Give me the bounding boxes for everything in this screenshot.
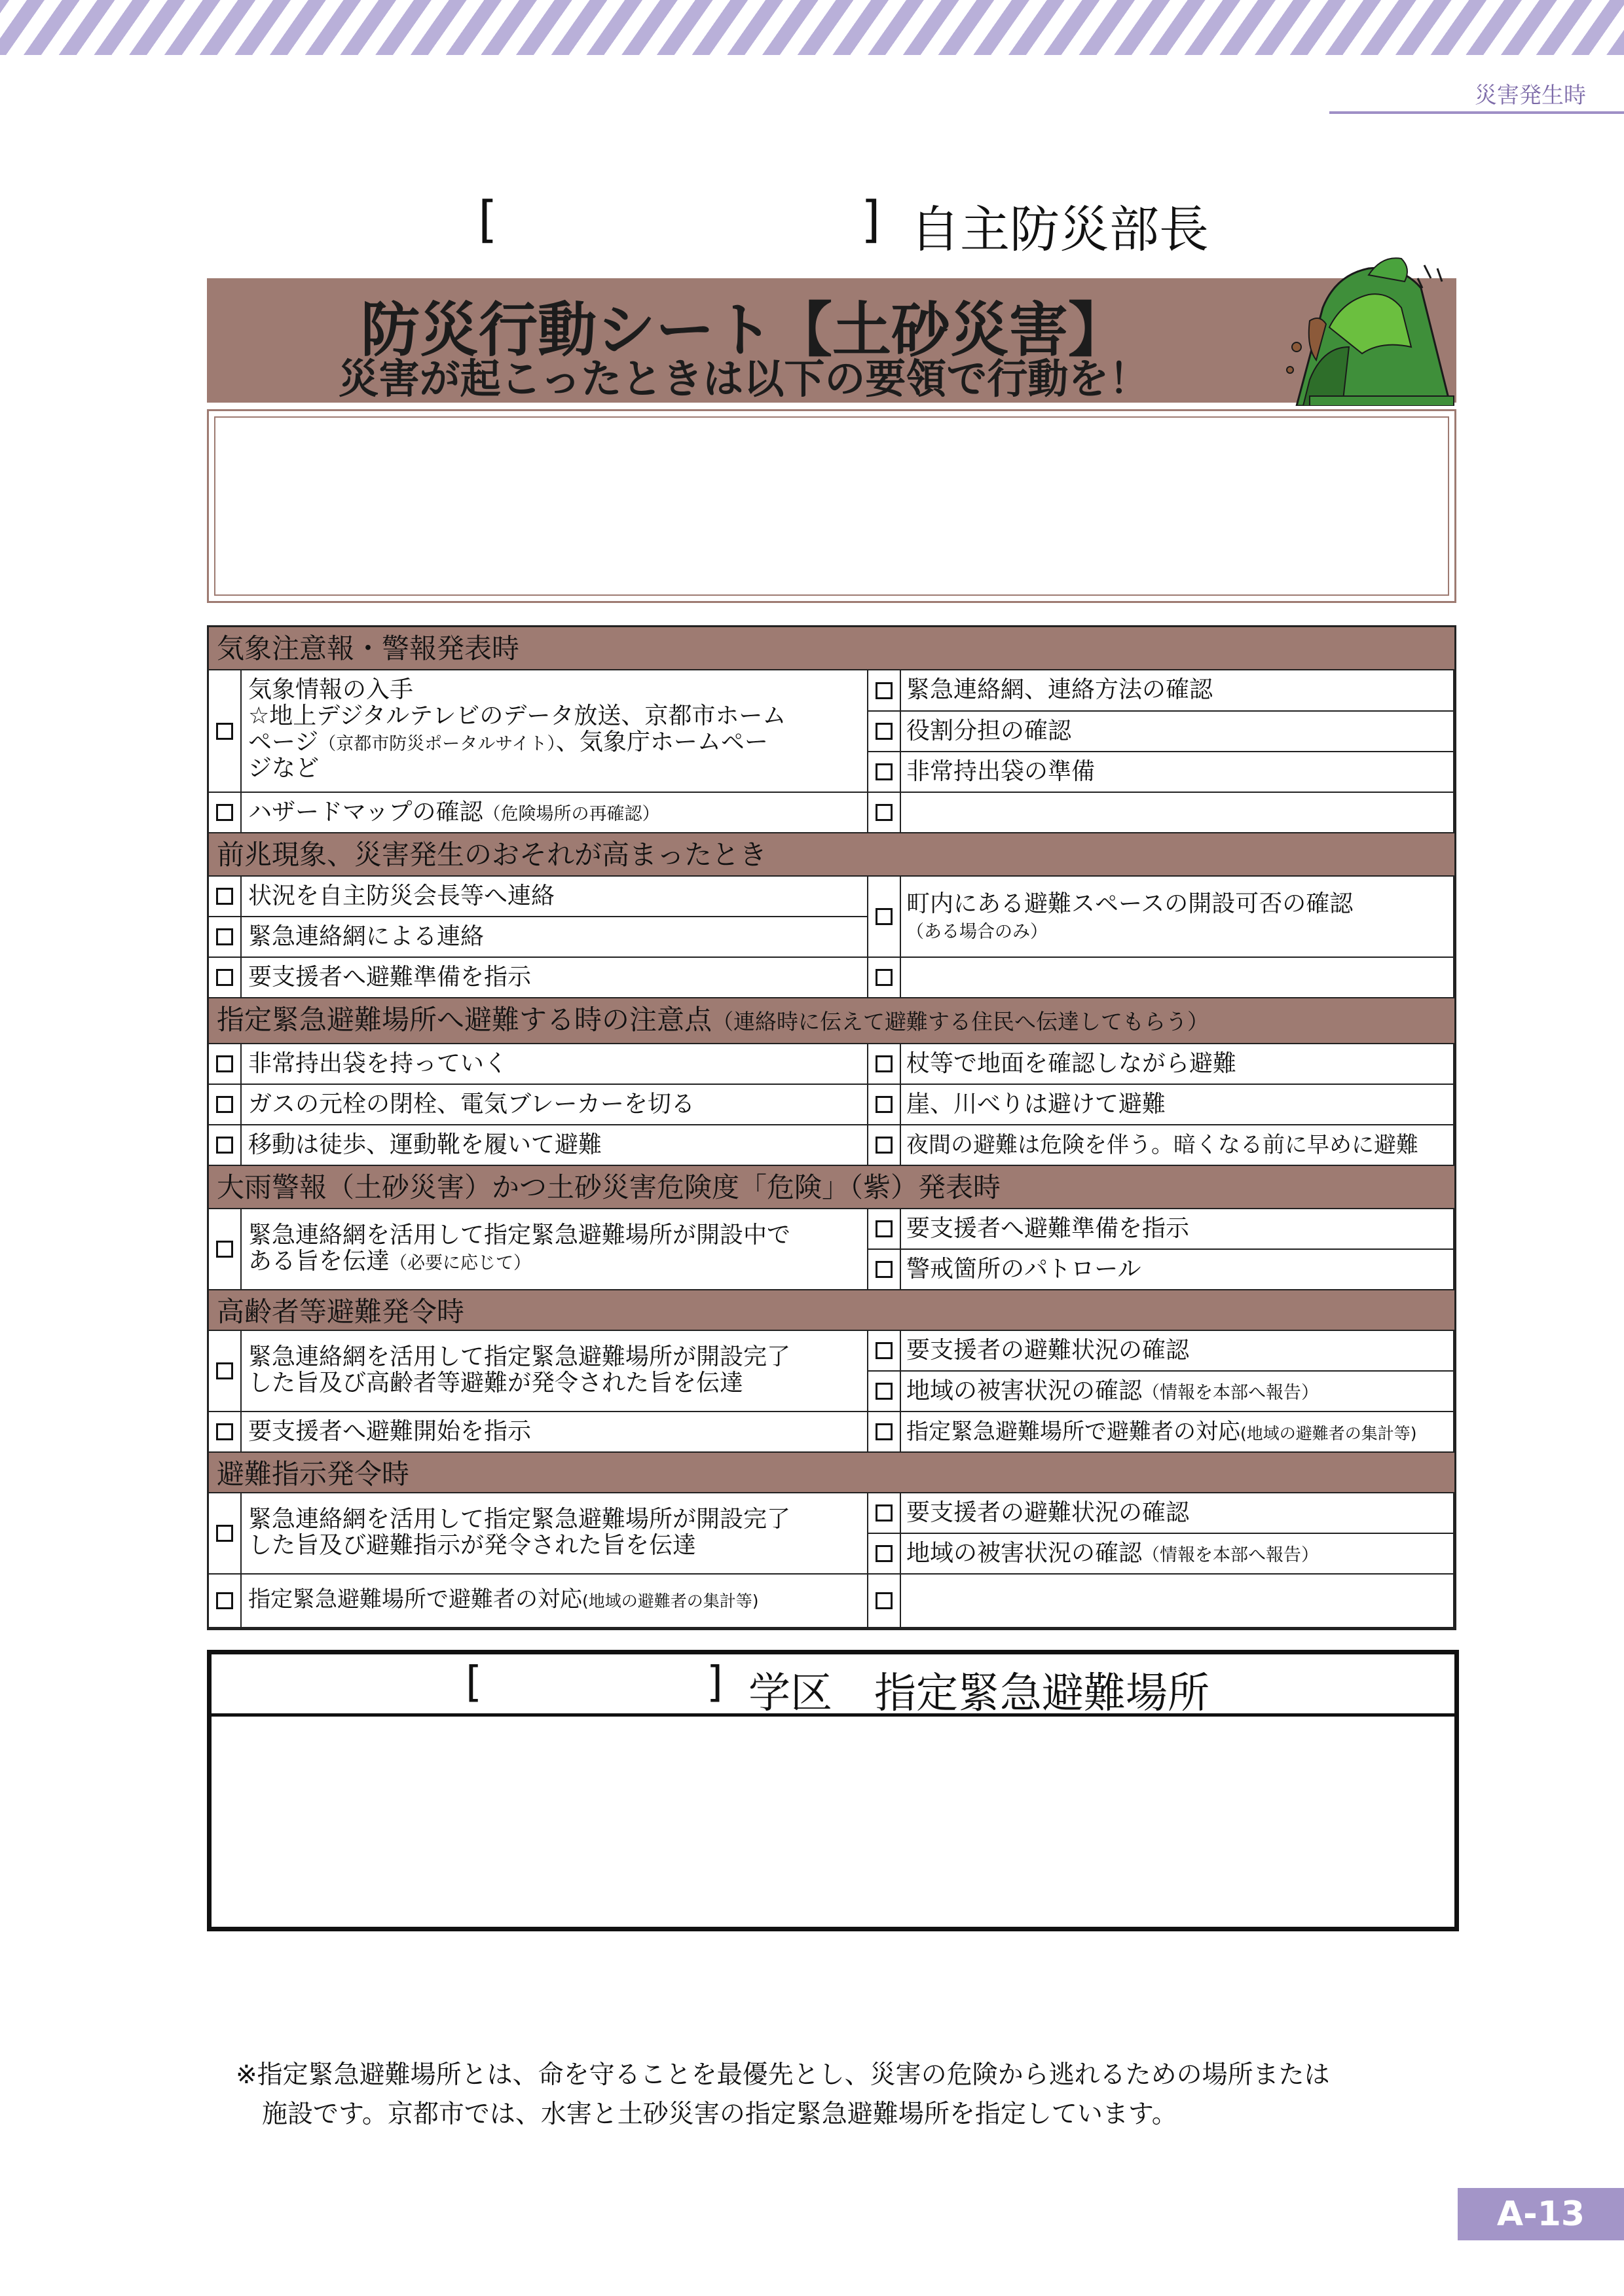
landslide-illustration-icon — [1270, 249, 1460, 406]
checkbox[interactable] — [868, 1534, 901, 1575]
checkbox[interactable] — [868, 712, 901, 752]
section-header: 高齢者等避難発令時 — [209, 1290, 1454, 1331]
checklist-item: 緊急連絡網を活用して指定緊急避難場所が開設中で ある旨を伝達（必要に応じて） — [242, 1209, 868, 1290]
role-title-text: 自主防災部長 — [910, 200, 1209, 259]
checklist-item: 緊急連絡網による連絡 — [242, 917, 868, 958]
checkbox[interactable] — [868, 1372, 901, 1412]
checklist-item: 非常持出袋を持っていく — [242, 1044, 868, 1085]
checklist-item: 要支援者へ避難準備を指示 — [901, 1209, 1454, 1250]
decorative-stripe-band — [0, 0, 1624, 55]
checkbox[interactable] — [868, 1575, 901, 1628]
checkbox[interactable] — [868, 1085, 901, 1125]
checkbox[interactable] — [868, 1125, 901, 1166]
empty-cell — [901, 793, 1454, 833]
checklist-item: ガスの元栓の閉栓、電気ブレーカーを切る — [242, 1085, 868, 1125]
shelter-box — [207, 1650, 1459, 1931]
checklist-item: 指定緊急避難場所で避難者の対応(地域の避難者の集計等) — [901, 1412, 1454, 1453]
role-bracket-close: ] — [861, 190, 881, 248]
section-header: 前兆現象、災害発生のおそれが高まったとき — [209, 833, 1454, 877]
section-label: 災害発生時 — [1475, 82, 1586, 109]
checkbox[interactable] — [868, 1331, 901, 1372]
shelter-title: 学区 指定緊急避難場所 — [748, 1669, 1209, 1718]
checkbox[interactable] — [209, 958, 242, 998]
action-checklist — [207, 625, 1456, 1630]
checkbox[interactable] — [209, 670, 242, 793]
checklist-item: 要支援者の避難状況の確認 — [901, 1331, 1454, 1372]
checkbox[interactable] — [209, 1085, 242, 1125]
checklist-item: 地域の被害状況の確認（情報を本部へ報告） — [901, 1534, 1454, 1575]
checklist-item: 要支援者へ避難開始を指示 — [242, 1412, 868, 1453]
title-banner — [207, 278, 1456, 403]
shelter-bracket-close: ] — [707, 1658, 723, 1707]
checklist-item: 状況を自主防災会長等へ連絡 — [242, 877, 868, 917]
shelter-bracket-open: [ — [466, 1658, 482, 1707]
checkbox[interactable] — [209, 1331, 242, 1412]
checklist-item: 非常持出袋の準備 — [901, 752, 1454, 793]
checkbox[interactable] — [209, 917, 242, 958]
checklist-item: ハザードマップの確認（危険場所の再確認） — [242, 793, 868, 833]
checkbox[interactable] — [209, 877, 242, 917]
checklist-item: 緊急連絡網を活用して指定緊急避難場所が開設完了 した旨及び高齢者等避難が発令された旨を伝達 — [242, 1331, 868, 1412]
section-header: 大雨警報（土砂災害）かつ土砂災害危険度「危険」（紫）発表時 — [209, 1166, 1454, 1209]
section-header: 指定緊急避難場所へ避難する時の注意点（連絡時に伝えて避難する住民へ伝達してもらう） — [209, 998, 1454, 1044]
checkbox[interactable] — [209, 1209, 242, 1290]
section-header: 気象注意報・警報発表時 — [209, 627, 1454, 670]
role-title — [478, 190, 1231, 262]
checklist-item: 地域の被害状況の確認（情報を本部へ報告） — [901, 1372, 1454, 1412]
checklist-item: 要支援者の避難状況の確認 — [901, 1493, 1454, 1534]
checkbox[interactable] — [209, 1044, 242, 1085]
checkbox[interactable] — [868, 793, 901, 833]
checklist-item: 移動は徒歩、運動靴を履いて避難 — [242, 1125, 868, 1166]
checkbox[interactable] — [868, 752, 901, 793]
footnote-line-1: ※指定緊急避難場所とは、命を守ることを最優先とし、災害の危険から逃れるための場所または — [236, 2060, 1330, 2090]
checkbox[interactable] — [868, 1412, 901, 1453]
page-number: A-13 — [1458, 2188, 1624, 2240]
memo-box — [207, 409, 1456, 603]
section-divider — [1329, 111, 1624, 114]
empty-cell — [901, 958, 1454, 998]
checklist-item: 崖、川べりは避けて避難 — [901, 1085, 1454, 1125]
checklist-item: 気象情報の入手 ☆地上デジタルテレビのデータ放送、京都市ホーム ページ（京都市防災ポータルサイト）、気象庁ホームペー ジなど — [242, 670, 868, 793]
checklist-item: 要支援者へ避難準備を指示 — [242, 958, 868, 998]
checkbox[interactable] — [868, 1209, 901, 1250]
checkbox[interactable] — [868, 1493, 901, 1534]
role-bracket-open: [ — [478, 190, 498, 248]
checkbox[interactable] — [868, 958, 901, 998]
checklist-item: 杖等で地面を確認しながら避難 — [901, 1044, 1454, 1085]
checkbox[interactable] — [868, 877, 901, 958]
checkbox[interactable] — [209, 793, 242, 833]
checklist-item: 夜間の避難は危険を伴う。暗くなる前に早めに避難 — [901, 1125, 1454, 1166]
section-header: 避難指示発令時 — [209, 1453, 1454, 1493]
checkbox[interactable] — [209, 1125, 242, 1166]
checkbox[interactable] — [209, 1493, 242, 1575]
checklist-item: 指定緊急避難場所で避難者の対応(地域の避難者の集計等) — [242, 1575, 868, 1628]
checklist-item: 町内にある避難スペースの開設可否の確認 （ある場合のみ） — [901, 877, 1454, 958]
checklist-item: 役割分担の確認 — [901, 712, 1454, 752]
sheet-subtitle: 災害が起こったときは以下の要領で行動を！ — [338, 355, 1150, 403]
checklist-item: 緊急連絡網、連絡方法の確認 — [901, 670, 1454, 712]
checkbox[interactable] — [209, 1575, 242, 1628]
shelter-title-bar — [212, 1654, 1454, 1717]
checklist-item: 緊急連絡網を活用して指定緊急避難場所が開設完了 した旨及び避難指示が発令された旨を伝達 — [242, 1493, 868, 1575]
sheet-title: 防災行動シート【土砂災害】 — [361, 296, 1127, 365]
footnote-line-2: 施設です。京都市では、水害と土砂災害の指定緊急避難場所を指定しています。 — [262, 2100, 1177, 2129]
checkbox[interactable] — [868, 670, 901, 712]
checklist-item: 警戒箇所のパトロール — [901, 1250, 1454, 1290]
footnote — [236, 2056, 1330, 2134]
empty-cell — [901, 1575, 1454, 1628]
checkbox[interactable] — [868, 1044, 901, 1085]
checkbox[interactable] — [868, 1250, 901, 1290]
checkbox[interactable] — [209, 1412, 242, 1453]
